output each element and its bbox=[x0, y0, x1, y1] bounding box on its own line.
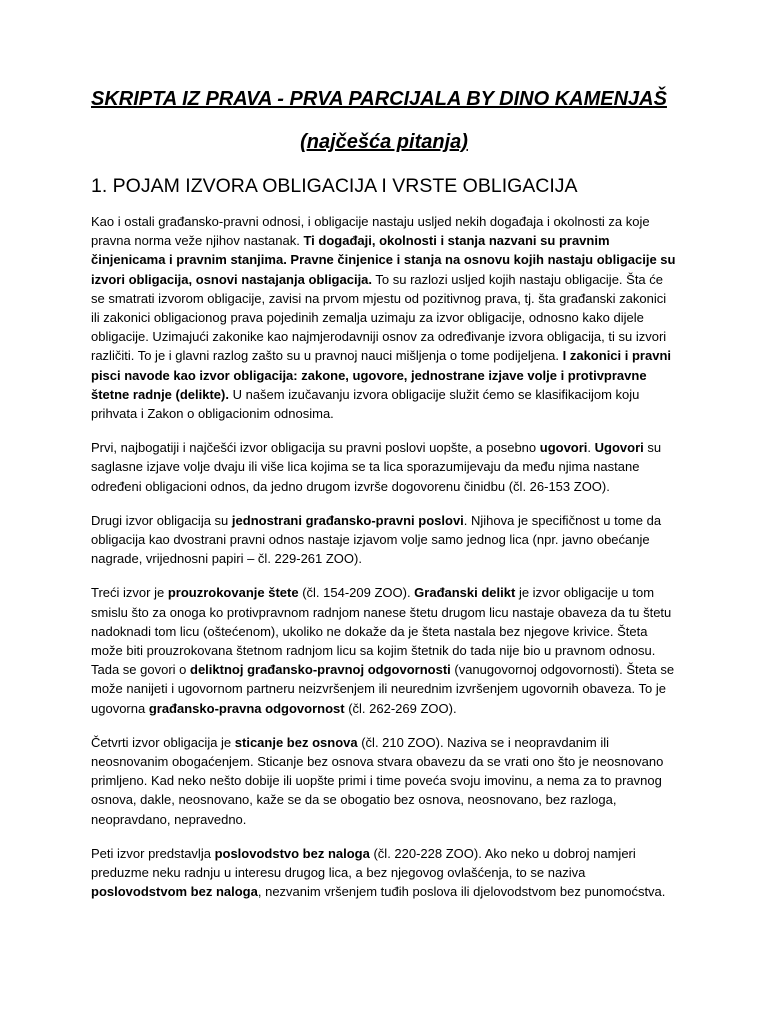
section-heading: 1. POJAM IZVORA OBLIGACIJA I VRSTE OBLIGACIJA bbox=[91, 175, 578, 197]
bold-text-run: poslovodstvom bez naloga bbox=[91, 884, 258, 900]
text-run: Prvi, najbogatiji i najčešći izvor obligacija su pravni poslovi uopšte, a posebno bbox=[91, 440, 540, 456]
text-run: Kao i ostali građansko-pravni odnosi, i obligacije nastaju usljed nekih događaja i okolnosti za koje pravna norma veže njihov nastanak. bbox=[91, 214, 650, 249]
paragraph bbox=[91, 733, 677, 829]
document-title: SKRIPTA IZ PRAVA - PRVA PARCIJALA BY DINO KAMENJAŠ bbox=[91, 88, 667, 110]
text-run: Peti izvor predstavlja bbox=[91, 845, 215, 861]
paragraph bbox=[91, 511, 677, 569]
bold-text-run: Ugovori bbox=[594, 440, 644, 456]
text-run: (čl. 220-228 ZOO). Ako neko u dobroj namjeri preduzme neku radnju u interesu drugog lica, a bez njegovog ovlašćenja, to se naziva bbox=[91, 845, 636, 881]
document-body bbox=[91, 212, 677, 917]
paragraph bbox=[91, 438, 677, 496]
paragraph bbox=[91, 212, 677, 423]
text-run: U našem izučavanju izvora obligacije služit ćemo se klasifikacijom koju prihvata i Zakon o obligacionim odnosima. bbox=[91, 386, 640, 422]
bold-text-run: Građanski delikt bbox=[414, 585, 516, 601]
text-run: (vanugovornoj odgovornosti). Šteta se može nanijeti i ugovornom partneru neizvršenjem ili neurednim izvršenjem ugovornih obaveza. To je ugovorna bbox=[91, 662, 675, 716]
bold-text-run: deliktnoj građansko-pravnoj odgovornosti bbox=[190, 662, 451, 678]
text-run: su saglasne izjave volje dvaju ili više lica kojima se ta lica sporazumijevaju da među njima nastane određeni obligacioni odnos, da jedno drugom izvrše dogovorenu činidbu (čl. 26-153 ZOO). bbox=[91, 440, 662, 494]
paragraph bbox=[91, 583, 677, 717]
bold-text-run: Ti događaji, okolnosti i stanja nazvani su pravnim činjenicama i pravnim stanjima. Pravne činjenice i stanja na osnovu kojih nastaju obligacije su izvori obligacija, osnovi nastajanja obligacija. bbox=[91, 233, 676, 287]
bold-text-run: jednostrani građansko-pravni poslovi bbox=[231, 512, 464, 528]
bold-text-run: prouzrokovanje štete bbox=[167, 585, 299, 601]
text-run: . Njihova je specifičnost u tome da obligacija kao dvostrani pravni odnos nastaje izjavom volje samo jednog lica (npr. javno obećanje nagrade, vrijednosni papiri – čl. 229-261 ZOO). bbox=[91, 512, 662, 567]
text-run: je izvor obligacije u tom smislu što za onoga ko protivpravnom radnjom nanese štetu drugom licu nastaje obaveza da tu štetu nadoknadi tom licu (oštećenom), ukoliko ne dokaže da je šteta nastala bez njegove krivice. Šteta može biti prouzrokovana štetnom radnjom licu sa kojim štetnik do tada nije bio u pravnom odnosu. Tada se govori o bbox=[91, 585, 672, 678]
text-run: (čl. 262-269 ZOO). bbox=[344, 700, 457, 716]
bold-text-run: ugovori bbox=[539, 440, 588, 456]
text-run: . bbox=[587, 440, 595, 456]
bold-text-run: građansko-pravna odgovornost bbox=[148, 700, 345, 716]
text-run: Treći izvor je bbox=[91, 585, 168, 601]
text-run: Drugi izvor obligacija su bbox=[91, 512, 232, 528]
text-run: , nezvanim vršenjem tuđih poslova ili djelovodstvom bez punomoćstva. bbox=[257, 884, 666, 900]
bold-text-run: sticanje bez osnova bbox=[234, 734, 358, 750]
document-subtitle: (najčešća pitanja) bbox=[300, 131, 468, 153]
paragraph bbox=[91, 844, 677, 902]
text-run: (čl. 210 ZOO). Naziva se i neopravdanim ili neosnovanim obogaćenjem. Sticanje bez osnova stvara obavezu da se vrati ono što je neosnovano primljeno. Kad neko nešto dobije ili uopšte primi i time poveća svoju imovinu, a nema za to pravnog osnova, dakle, neosnovano, kaže se da se obogatio bez osnova, neosnovano, bez razloga, neopravdano, nepravedno. bbox=[91, 734, 664, 827]
text-run: To su razlozi usljed kojih nastaju obligacije. Šta će se smatrati izvorom obligacije, zavisi na prvom mjestu od pozitivnog prava, tj. šta građanski zakonici ili zakonici obligacionog prava pojedinih zemalja uzimaju za izvor obligacije, odnosno kako dijele obligacije. Uzimajući zakonike kao najmjerodavniji osnov za određivanje izvora obligacija, ti su izvori različiti. To je i glavni razlog zašto su u pravnoj nauci mišljenja o tome podijeljena. bbox=[91, 271, 667, 364]
text-run: (čl. 154-209 ZOO). bbox=[298, 585, 415, 601]
text-run: Četvrti izvor obligacija je bbox=[91, 734, 235, 750]
bold-text-run: I zakonici i pravni pisci navode kao izvor obligacija: zakone, ugovore, jednostrane izjave volje i protivpravne štetne radnje (delikte). bbox=[91, 348, 671, 402]
bold-text-run: poslovodstvo bez naloga bbox=[214, 845, 370, 861]
